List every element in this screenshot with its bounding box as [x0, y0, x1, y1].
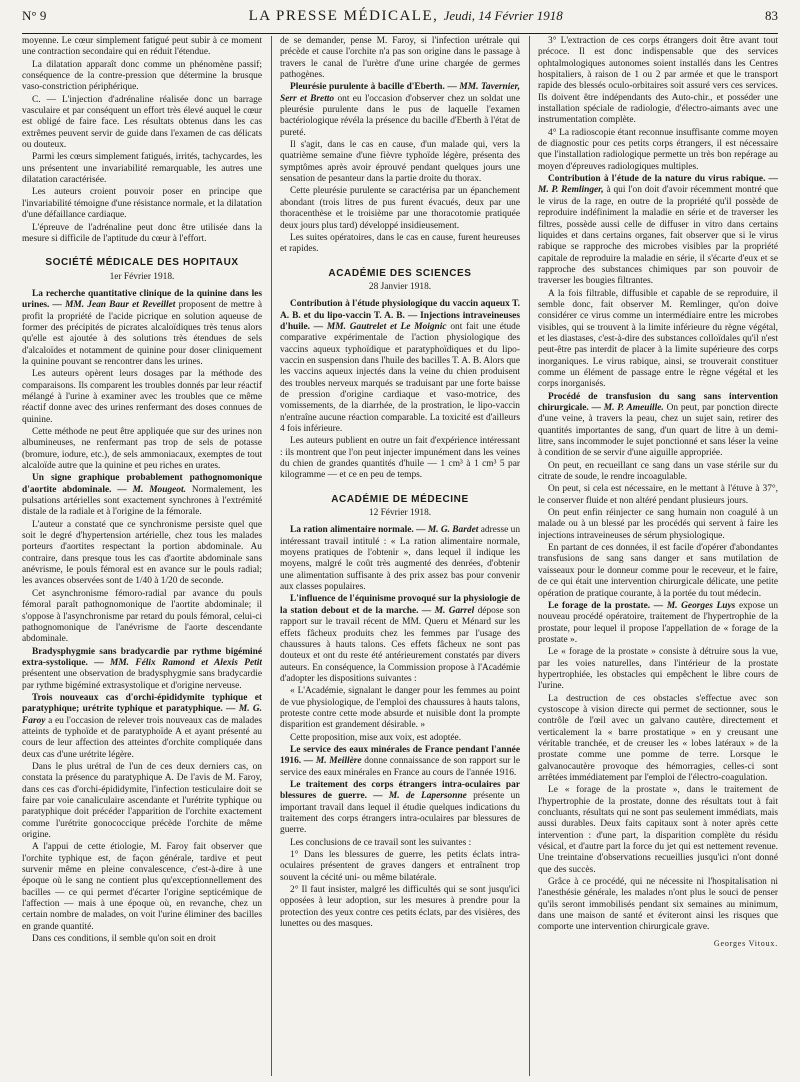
paragraph: Le « forage de la prostate » consiste à détruire sous la vue, par les voies naturelles, dans l'intérieur de la prostate hypertrophiée, les obstacles qui empêchent le libre cours de l'urine.: [538, 647, 778, 692]
article-text: expose un nouveau procédé opératoire, traitement de l'hypertrophie de la prostate, pour lequel il propose l'appellation de « forage de la prostate ».: [538, 600, 778, 645]
article-author: — M. G. Bardet: [416, 525, 479, 536]
paragraph: La destruction de ces obstacles s'effectue avec son cystoscope à vision directe qui permet de sectionner, sous le contrôle de l'œil avec un galvano cautère, directement et verticalement la « barre prostatique » en y creusant une véritable tranchée, et de creuser les « lobes latéraux » de la prostate comme une pomme de terre. Lorsque le galvanocautère provoque des hémorragies, celles-ci sont arrêtées immédiatement par l'emploi de l'électro-coagulation.: [538, 693, 778, 783]
article-title: Le service des eaux minérales de France pendant l'année 1916.: [280, 744, 520, 767]
article-text: On peut, par ponction directe d'une veine, à travers la peau, chez un sujet sain, retirer des quantités importantes de sang, d'un quart de litre à un demi-litre, sans incommoder le sujet ponctionné et sans léser la veine à condition de se servir d'une aiguille appropriée.: [538, 403, 778, 459]
paragraph: Les auteurs croient pouvoir poser en principe que l'invariabilité témoigne d'une résistance normale, et la dilatation d'une défaillance cardiaque.: [22, 187, 262, 221]
article-author: — M. Garrel: [421, 605, 475, 616]
paragraph: 2° Il faut insister, malgré les difficultés qui se sont jusqu'ici opposées à leur adoption, sur les mesures à prendre pour la protection des yeux contre ces petits éclats, par des visières, des lunettes ou des masques.: [280, 885, 520, 930]
article-text: présente un important travail dans lequel il étudie quelques indications du traitement des corps étrangers intra-oculaires par blessures de guerre.: [280, 791, 520, 836]
paragraph: de se demander, pense M. Faroy, si l'infection urétrale qui précède et cause l'orchite n'a pas son origine dans le passage à travers le canal de l'urètre d'une urine chargée de germes pathogènes.: [280, 36, 520, 81]
article: [538, 601, 778, 646]
article-author: — M. Georges Luys: [653, 600, 736, 611]
journal-title: LA PRESSE MÉDICALE,: [248, 8, 439, 24]
article-author: — M. Mougeot.: [117, 484, 186, 495]
paragraph: Cette proposition, mise aux voix, est adoptée.: [290, 732, 462, 743]
article-author: — M. de Lapersonne: [373, 791, 467, 802]
column-3: [529, 36, 778, 1076]
section-date: 28 Janvier 1918.: [368, 281, 432, 292]
article-title: Le traitement des corps étrangers intra-oculaires par blessures de guerre.: [280, 779, 520, 802]
issue-date: Jeudi, 14 Février 1918: [443, 8, 563, 23]
issue-number: N° 9: [22, 8, 47, 23]
article-author: — MM. Jean Baur et Reveillet: [52, 300, 176, 311]
paragraph: En partant de ces données, il est facile d'opérer d'abondantes transfusions de sang sans danger et sans mutilation de vaisseaux pour le donneur comme pour le receveur, et le faire, de ce qui était une intervention chirurgicale délicate, une petite opération de pratique courante, à la portée du tout médecin.: [538, 543, 778, 599]
column-2: [271, 36, 520, 1076]
section-date: 12 Février 1918.: [368, 508, 432, 519]
section-date: 1er Février 1918.: [109, 271, 175, 282]
article-title: Pleurésie purulente à bacille d'Eberth.: [290, 82, 445, 93]
paragraph: C. — L'injection d'adrénaline réalisée donc un barrage vasculaire et par conséquent un effort très élevé auquel le cœur est obligé de faire face. Les résultats obtenus dans les cas extrêmes peuvent servir de guide dans l'examen de cas délicats ou douteux.: [22, 94, 262, 151]
article-author: — MM. Félix Ramond et Alexis Petit: [94, 657, 262, 668]
paragraph: Les auteurs opèrent leurs dosages par la méthode des comparaisons. Ils comparent les troubles donnés par leur réactif mélangé à l'urine à examiner avec les troubles que ce même réactif donne avec des urines renfermant des doses connues de quinine.: [22, 369, 262, 425]
article-text: a eu l'occasion de relever trois nouveaux cas de malades atteints de typhoïde et de paratyphoïde A et ayant présenté au cours de leur affection des atteintes d'orchite compliquée dans deux cas d'une urétrite légère.: [22, 715, 262, 760]
section-heading: ACADÉMIE DES SCIENCES: [328, 267, 472, 279]
paragraph: Dans ces conditions, il semble qu'on soit en droit: [32, 934, 216, 945]
article-title: Contribution à l'étude physiologique du vaccin aqueux T. A. B. et du lipo-vaccin T. A. B. — Injections intraveineuses d'huile.: [280, 299, 520, 332]
paragraph: 4° La radioscopie étant reconnue insuffisante comme moyen de diagnostic pour ces petits corps étrangers, il est nécessaire que l'installation radiologique permette un très bon repérage au moyen d'épreuves radiologiques multiples.: [538, 127, 778, 172]
masthead: [249, 8, 563, 25]
paragraph: Grâce à ce procédé, qui ne nécessite ni l'hospitalisation ni l'anesthésie générale, les malades n'ont plus le souci de penser qu'ils seront immobilisés pendant six semaines au minimum, dans une maison de santé et éviteront ainsi les risques que comporte une intervention chirurgicale grave.: [538, 877, 778, 933]
article-author: — M. Meillère: [303, 756, 362, 767]
paragraph: « L'Académie, signalant le danger pour les femmes au point de vue physiologique, de l'emploi des chaussures à hauts talons, proteste contre cette mode absurde et nuisible dont la prompte disparition est grandement désirable. »: [280, 686, 520, 731]
paragraph: Dans le plus urétral de l'un de ces deux derniers cas, on constata la présence du paratyphique A. De l'avis de M. Faroy, dans ces cas d'orchi-épididymite, l'infection testiculaire doit se faire par voie canaliculaire ascendante et l'urétrite typhique ou paratyphique doit précéder l'apparition de l'orchite exactement comme l'urétrite gonococcique précède l'orchite de même origine.: [22, 761, 262, 841]
section-heading: SOCIÉTÉ MÉDICALE DES HOPITAUX: [45, 257, 239, 269]
article-text: proposent de mettre à profit la propriété de l'acide picrique en solution aqueuse de former des précipités de picrates alcaloïdiques très tenus alors qu'elle est ajoutée à des solutions très étendues de sels d'alcaloïdes et notamment de quinine pour doser cliniquement la quinine pouvant se rencontrer dans les urines.: [22, 300, 262, 367]
article-text: présentent une observation de bradysphygmie sans bradycardie par rythme bigéminé extrasystolique et d'origine nerveuse.: [22, 669, 262, 691]
article-title: Bradysphygmie sans bradycardie par rythme bigéminé extra-systolique.: [22, 646, 262, 668]
paragraph: On peut enfin réinjecter ce sang humain non coagulé à un malade ou à un blessé par les procédés qui servent à faire les injections intraveineuses de sérum physiologique.: [538, 508, 778, 541]
paragraph: Cet asynchronisme fémoro-radial par avance du pouls fémoral paraît pathognomonique de l'aortite abdominale; il s'oppose à l'asynchronisme par retard du pouls fémoral, celui-ci pathognomonique de l'anévrisme de l'aorte descendante abdominale.: [22, 588, 262, 645]
author-signature: Georges Vitoux.: [713, 938, 778, 948]
article: [280, 299, 520, 435]
article: [280, 594, 520, 685]
article: [280, 525, 520, 593]
paragraph: 3° L'extraction de ces corps étrangers doit être avant tout précoce. Il est donc indispensable que des services ophtalmologiques autonomes soient installés dans les Centres hospitaliers, à raison de 1 ou 2 par armée et que le transport rapide des blessés oculo-orbitaires soit assuré vers ces services. Ils doivent être indépendants des Auto-chir., et posséder une installation spéciale de radiologie, d'électro-aimants avec une instrumentation complète.: [538, 36, 778, 126]
paragraph: moyenne. Le cœur simplement fatigué peut subir à ce moment une contraction secondaire qui en réduit l'étendue.: [22, 36, 262, 58]
paragraph: On peut, si cela est nécessaire, en le mettant à l'étuve à 37°, le conserver fluide et non altéré pendant plusieurs jours.: [538, 484, 778, 506]
article-author: — MM. Gautrelet et Le Moignic: [313, 321, 447, 332]
paragraph: Cette méthode ne peut être appliquée que sur des urines non albumineuses, ne renfermant pas trop de sels de potasse (bromure, iodure, etc.), de sels ammoniacaux, exemptes de tout alcaloïde autre que la quinine et peu riches en urates.: [22, 427, 262, 472]
paragraph: 1° Dans les blessures de guerre, les petits éclats intra-oculaires présentent de graves dangers et entraînent trop souvent la cécité uni- ou même bilatérale.: [280, 850, 520, 883]
paragraph: On peut, en recueillant ce sang dans un vase stérile sur du citrate de soude, le rendre incoagulable.: [538, 460, 778, 483]
paragraph: A l'appui de cette étiologie, M. Faroy fait observer que l'orchite typhique est, de façon générale, tardive et peut survenir même en pleine convalescence, c'est-à-dire à une époque où le sang ne contient plus qu'exceptionnellement des bacilles — ce qui permet d'écarter l'origine septicémique de l'affection — mais à une époque où, en revanche, chez un certain nombre de malades, on voit l'urine éliminer des bacilles en grande quantité.: [22, 842, 262, 932]
article-text: adresse un intéressant travail intitulé : « La ration alimentaire normale, moyens pratiques de l'obtenir », dans lequel il indique les moyens, malgré le coût très augmenté des denrées, d'obtenir une alimentation suffisante à des prix assez bas pour convenir aux classes populaires.: [280, 525, 520, 593]
article-text: Normalement, les pulsations artérielles sont exactement synchrones à l'extrémité distale de la radiale et à l'origine de la fémorale.: [22, 484, 262, 518]
article-title: Procédé de transfusion du sang sans intervention chirurgicale.: [538, 391, 778, 413]
article-title: La recherche quantitative clinique de la quinine dans les urines.: [22, 288, 262, 311]
article-title: Un signe graphique probablement pathognomonique d'aortite abdominale.: [22, 473, 262, 495]
article: [280, 82, 520, 139]
article: [280, 745, 520, 779]
page-header: [22, 8, 778, 34]
section-heading: ACADÉMIE DE MÉDECINE: [331, 493, 469, 505]
article-author: — M. P. Remlinger,: [538, 174, 778, 196]
article-columns: [22, 36, 778, 1076]
paragraph: Les suites opératoires, dans le cas en cause, furent heureuses et rapides.: [280, 232, 520, 255]
paragraph: Cette pleurésie purulente se caractérisa par un épanchement abondant (trois litres de pus furent évacués, deux par une thoracenthèse et le troisième par une thoracotomie pratiquée deux jours plus tard) développé insidieusement.: [280, 186, 520, 231]
article-title: L'influence de l'équinisme provoqué sur la physiologie de la station debout et de la marche.: [280, 594, 520, 616]
article: [22, 647, 262, 692]
article-text: à qui l'on doit d'avoir récemment montré que le virus de la rage, en outre de la propriété qu'il possède de reproduire indéfiniment la maladie en série et de traverser les filtres, possède aussi celle de diffuser in vitro dans certains liquides et dans certains organes, fait observer que si le virus rabique se rapproche des microbes visibles par la propriété capitale de reproduire la maladie en série, il s'écarte d'eux et se rapproche des substances chimiques par son pouvoir de traverser les bougies filtrantes.: [538, 185, 778, 287]
article-text: ont eu l'occasion d'observer chez un soldat une pleurésie purulente dans le pus de laquelle l'examen bactériologique révéla la présence du bacille d'Eberth à l'état de pureté.: [280, 93, 520, 138]
page-number: 83: [765, 8, 778, 23]
column-1: [22, 36, 262, 1076]
article-author: — MM. Tavernier, Serr et Bretto: [280, 82, 520, 104]
paragraph: L'auteur a constaté que ce synchronisme persiste quel que soit le degré d'hypertension artérielle, chez tous les malades porteurs d'aortites respectant la portion abdominale. Au contraire, dans presque tous les cas d'aortite abdominale sans anévrisme, le pouls fémoral est en avance sur le pouls radial; les avances observées sont de 1/40 à 1/20 de seconde.: [22, 519, 262, 587]
article: [538, 392, 778, 460]
paragraph: Les auteurs publient en outre un fait d'expérience intéressant : ils montrent que l'on peut injecter impunément dans les veines du chien de grandes quantités d'huile — 1 cm³ à 1 cm³ 5 par kilogramme — et ce en peu de temps.: [280, 436, 520, 481]
paragraph: Parmi les cœurs simplement fatigués, irrités, tachycardes, les uns présentent une invariabilité remarquable, les autres une dilatation caractérisée.: [22, 152, 262, 186]
article-text: donne connaissance de son rapport sur le service des eaux minérales en France au cours de l'année 1916.: [280, 756, 520, 778]
paragraph: L'épreuve de l'adrénaline peut donc être utilisée dans la mesure si difficile de l'aptitude du cœur à l'effort.: [22, 222, 262, 244]
paragraph: Le « forage de la prostate », dans le traitement de l'hypertrophie de la prostate, donne des résultats tout à fait concluants, résultats qui ne sont pas seulement immédiats, mais aussi durables. Deux faits capitaux sont à noter après cette intervention : d'une part, la disparition complète du résidu vésical, et d'autre part la force du jet qui est nettement revenue. Une treintaine d'observations recueillies jusqu'ici n'ont donné que des succès.: [538, 785, 778, 875]
article-author: — M. G. Faroy: [22, 704, 262, 726]
article-title: La ration alimentaire normale.: [290, 525, 414, 536]
article-title: Contribution à l'étude de la nature du virus rabique.: [548, 174, 766, 185]
paragraph: La dilatation apparaît donc comme un phénomène passif; conséquence de la contre-pression que détermine la brusque vaso-constriction périphérique.: [22, 59, 262, 93]
article-text: dépose son rapport sur le travail récent de MM. Queru et Ménard sur les effets fâcheux produits chez les femmes par l'usage des chaussures à hauts talons. Ces effets fâcheux ne sont pas douteux et ont du reste été antérieurement constatés par divers auteurs. En conséquence, la Commission propose à l'Académie d'adopter les dispositions suivantes :: [280, 605, 520, 684]
article-title: Le forage de la prostate.: [548, 600, 651, 611]
article: [280, 780, 520, 837]
paragraph: Il s'agit, dans le cas en cause, d'un malade qui, vers la quatrième semaine d'une fièvre typhoïde légère, présenta des symptômes après avoir éprouvé pendant quelques jours une sensation de pesanteur dans la partie droite du thorax.: [280, 140, 520, 185]
article-title: Trois nouveaux cas d'orchi-épididymite typhique et paratyphique; urétrite typhique et paratyphique.: [22, 692, 262, 715]
article: [22, 289, 262, 368]
article: [22, 473, 262, 518]
article: [538, 174, 778, 287]
paragraph: A la fois filtrable, diffusible et capable de se reproduire, il semble donc, fait observer M. Remlinger, qu'on doive considérer ce virus comme un intermédiaire entre les microbes visibles, qui se trouvent à la limite inférieure du règne végétal, et les diastases, c'est-à-dire des substances colloïdales qu'il n'est peut-être pas interdit de placer à la limite supérieure des corps inorganiques. Le virus rabique, ainsi, se trouverait constituer comme un élément de passage entre le règne végétal et les corps inorganisés.: [538, 288, 778, 390]
paragraph: Les conclusions de ce travail sont les suivantes :: [290, 837, 472, 848]
article: [22, 693, 262, 761]
article-text: ont fait une étude comparative expérimentale de l'action physiologique des vaccins aqueux typhoïdique et paratyphoïdiques et du lipo-vaccin en suspension dans l'huile des bacilles T. A. B. Alors que les vaccins aqueux injectés dans la veine du chien produisent des troubles nerveux marqués se traduisant par une forte baisse de pression d'origine cardiaque et vaso-motrice, des vomissements, de la diarrhée, de la prostration, le lipo-vaccin n'entraîne aucune réaction comparable. La toxicité est d'ailleurs 4 fois inférieure.: [280, 321, 520, 434]
article-author: — M. P. Ameuille.: [591, 403, 664, 413]
